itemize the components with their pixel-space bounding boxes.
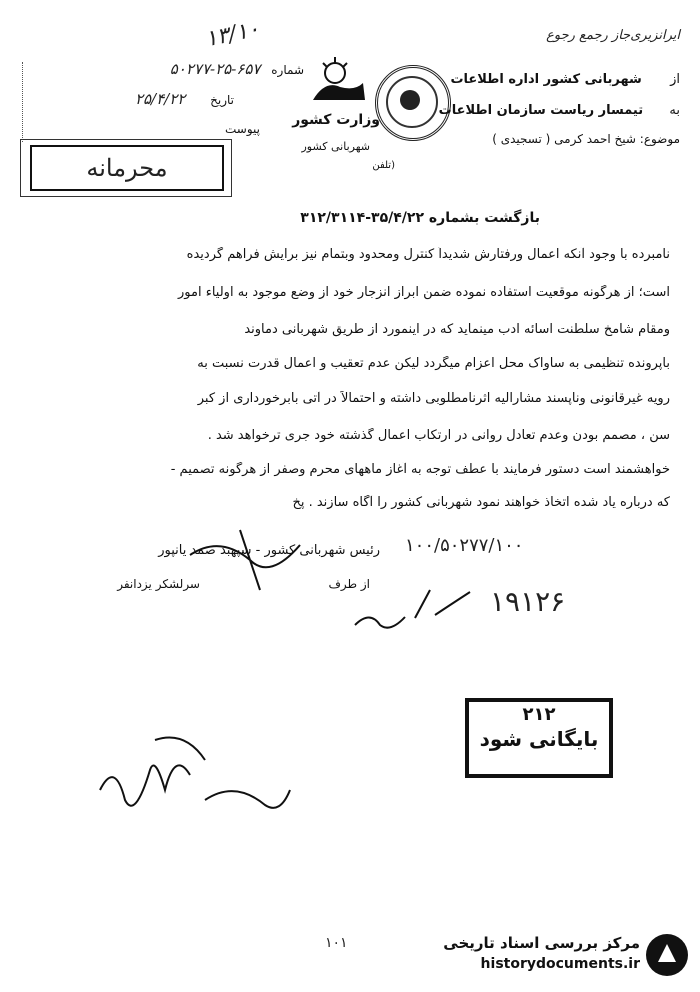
- signature-from-label: از طرف: [328, 577, 370, 591]
- watermark-logo-icon: [646, 934, 688, 976]
- watermark-url: historydocuments.ir: [480, 956, 640, 972]
- date-label: تاریخ: [210, 93, 234, 107]
- body-line-1: نامبرده با وجود آنکه اعمال ورفتارش شدیداً کنترل ومحدود وبتمام نیز برایش فراهم گردیده: [186, 247, 670, 262]
- body-line-2: است؛ از هرگونه موقعیت استفاده نموده ضمن ابراز انزجار خود از وضع موجود به اولیاء امور: [178, 285, 670, 300]
- to-row: [400, 103, 680, 118]
- police-name: شهربانی کشور: [301, 140, 370, 153]
- handwritten-date: ۱۳/۱۰: [202, 16, 262, 53]
- handwritten-reference: ۱۰۰/۵۰۲۷۷/۱۰۰: [405, 535, 524, 556]
- letter-date-row: [34, 90, 234, 108]
- signature-scribble-icon: [180, 525, 330, 595]
- subject-label: موضوع:: [639, 132, 680, 146]
- number-label: شماره: [271, 63, 304, 77]
- reference-line: بازگشت بشماره ۳۵/۴/۲۲-۳۱۲/۳۱۱۴: [300, 210, 540, 226]
- subject-value: شیخ احمد کرمی ( تسجیدی ): [492, 132, 636, 146]
- ministry-name: وزارت کشور: [292, 112, 380, 128]
- classification-text: محرمانه: [86, 154, 168, 182]
- signature-title: رئیس شهربانی کشور - سپهبد صمد یانپور: [158, 543, 380, 558]
- body-line-7: خواهشمند است دستور فرمایند با عطف توجه به آغاز ماههای محرم وصفر از هرگونه تصمیم -: [170, 462, 670, 477]
- body-line-5: رویه غیرقانونی وناپسند مشارالیه اثرنامطلوبی داشته و احتمالاً در آتی بابرخورداری از کبر: [197, 391, 670, 406]
- archive-stamp-number: ۲۱۲: [522, 704, 556, 725]
- archive-stamp-text: بایگانی شود: [479, 727, 599, 751]
- small-scribble-icon: [350, 605, 410, 635]
- watermark-title: مرکز بررسی اسناد تاریخی: [443, 934, 640, 952]
- to-value: تیمسار ریاست سازمان اطلاعات: [438, 103, 644, 118]
- page-number: ۱۰۱: [325, 935, 348, 951]
- body-line-8: که درباره یاد شده اتخاذ خواهند نمود شهربانی کشور را آگاه سازند . پخ: [292, 495, 670, 510]
- date-value: ۲۵/۴/۲۲: [134, 90, 186, 108]
- handwritten-number: ۱۹۱۲۶: [490, 585, 566, 618]
- signature-deputy: سرلشکر یزدانفر: [117, 577, 200, 591]
- lower-signature-icon: [95, 730, 295, 830]
- attachment-label: پیوست: [225, 122, 260, 136]
- from-value: شهربانی کشور اداره اطلاعات: [450, 72, 642, 87]
- letter-number-row: [34, 60, 304, 78]
- lion-sun-emblem-icon: [305, 55, 370, 110]
- phone-label: (تلفن: [372, 160, 395, 171]
- classification-box: [30, 145, 224, 191]
- margin-mark: [22, 62, 33, 142]
- watermark: [410, 932, 690, 982]
- from-label: از: [670, 72, 680, 87]
- number-value: ۶۵۷-۲۵-۵۰۲۷۷: [169, 60, 261, 78]
- subject-row: [380, 132, 680, 146]
- body-line-3: ومقام شامخ سلطنت اسائه ادب مینماید که در اینمورد از طریق شهربانی دماوند: [244, 322, 670, 337]
- from-row: [400, 72, 680, 87]
- body-line-6: سن ، مصمم بودن وعدم تعادل روانی در ارتکاب اعمال گذشته خود جری ترخواهد شد .: [207, 428, 670, 443]
- initials-scribble-icon: [410, 580, 480, 625]
- archive-stamp: [465, 698, 613, 778]
- body-line-4: باپرونده تنظیمی به ساواک محل اعزام میگردد لیکن عدم تعقیب و اعمال قدرت نسبت به: [197, 356, 670, 371]
- top-handwritten-note: ایرانزیری‌جاز رجمع رجوع: [546, 28, 680, 43]
- to-label: به: [669, 103, 680, 118]
